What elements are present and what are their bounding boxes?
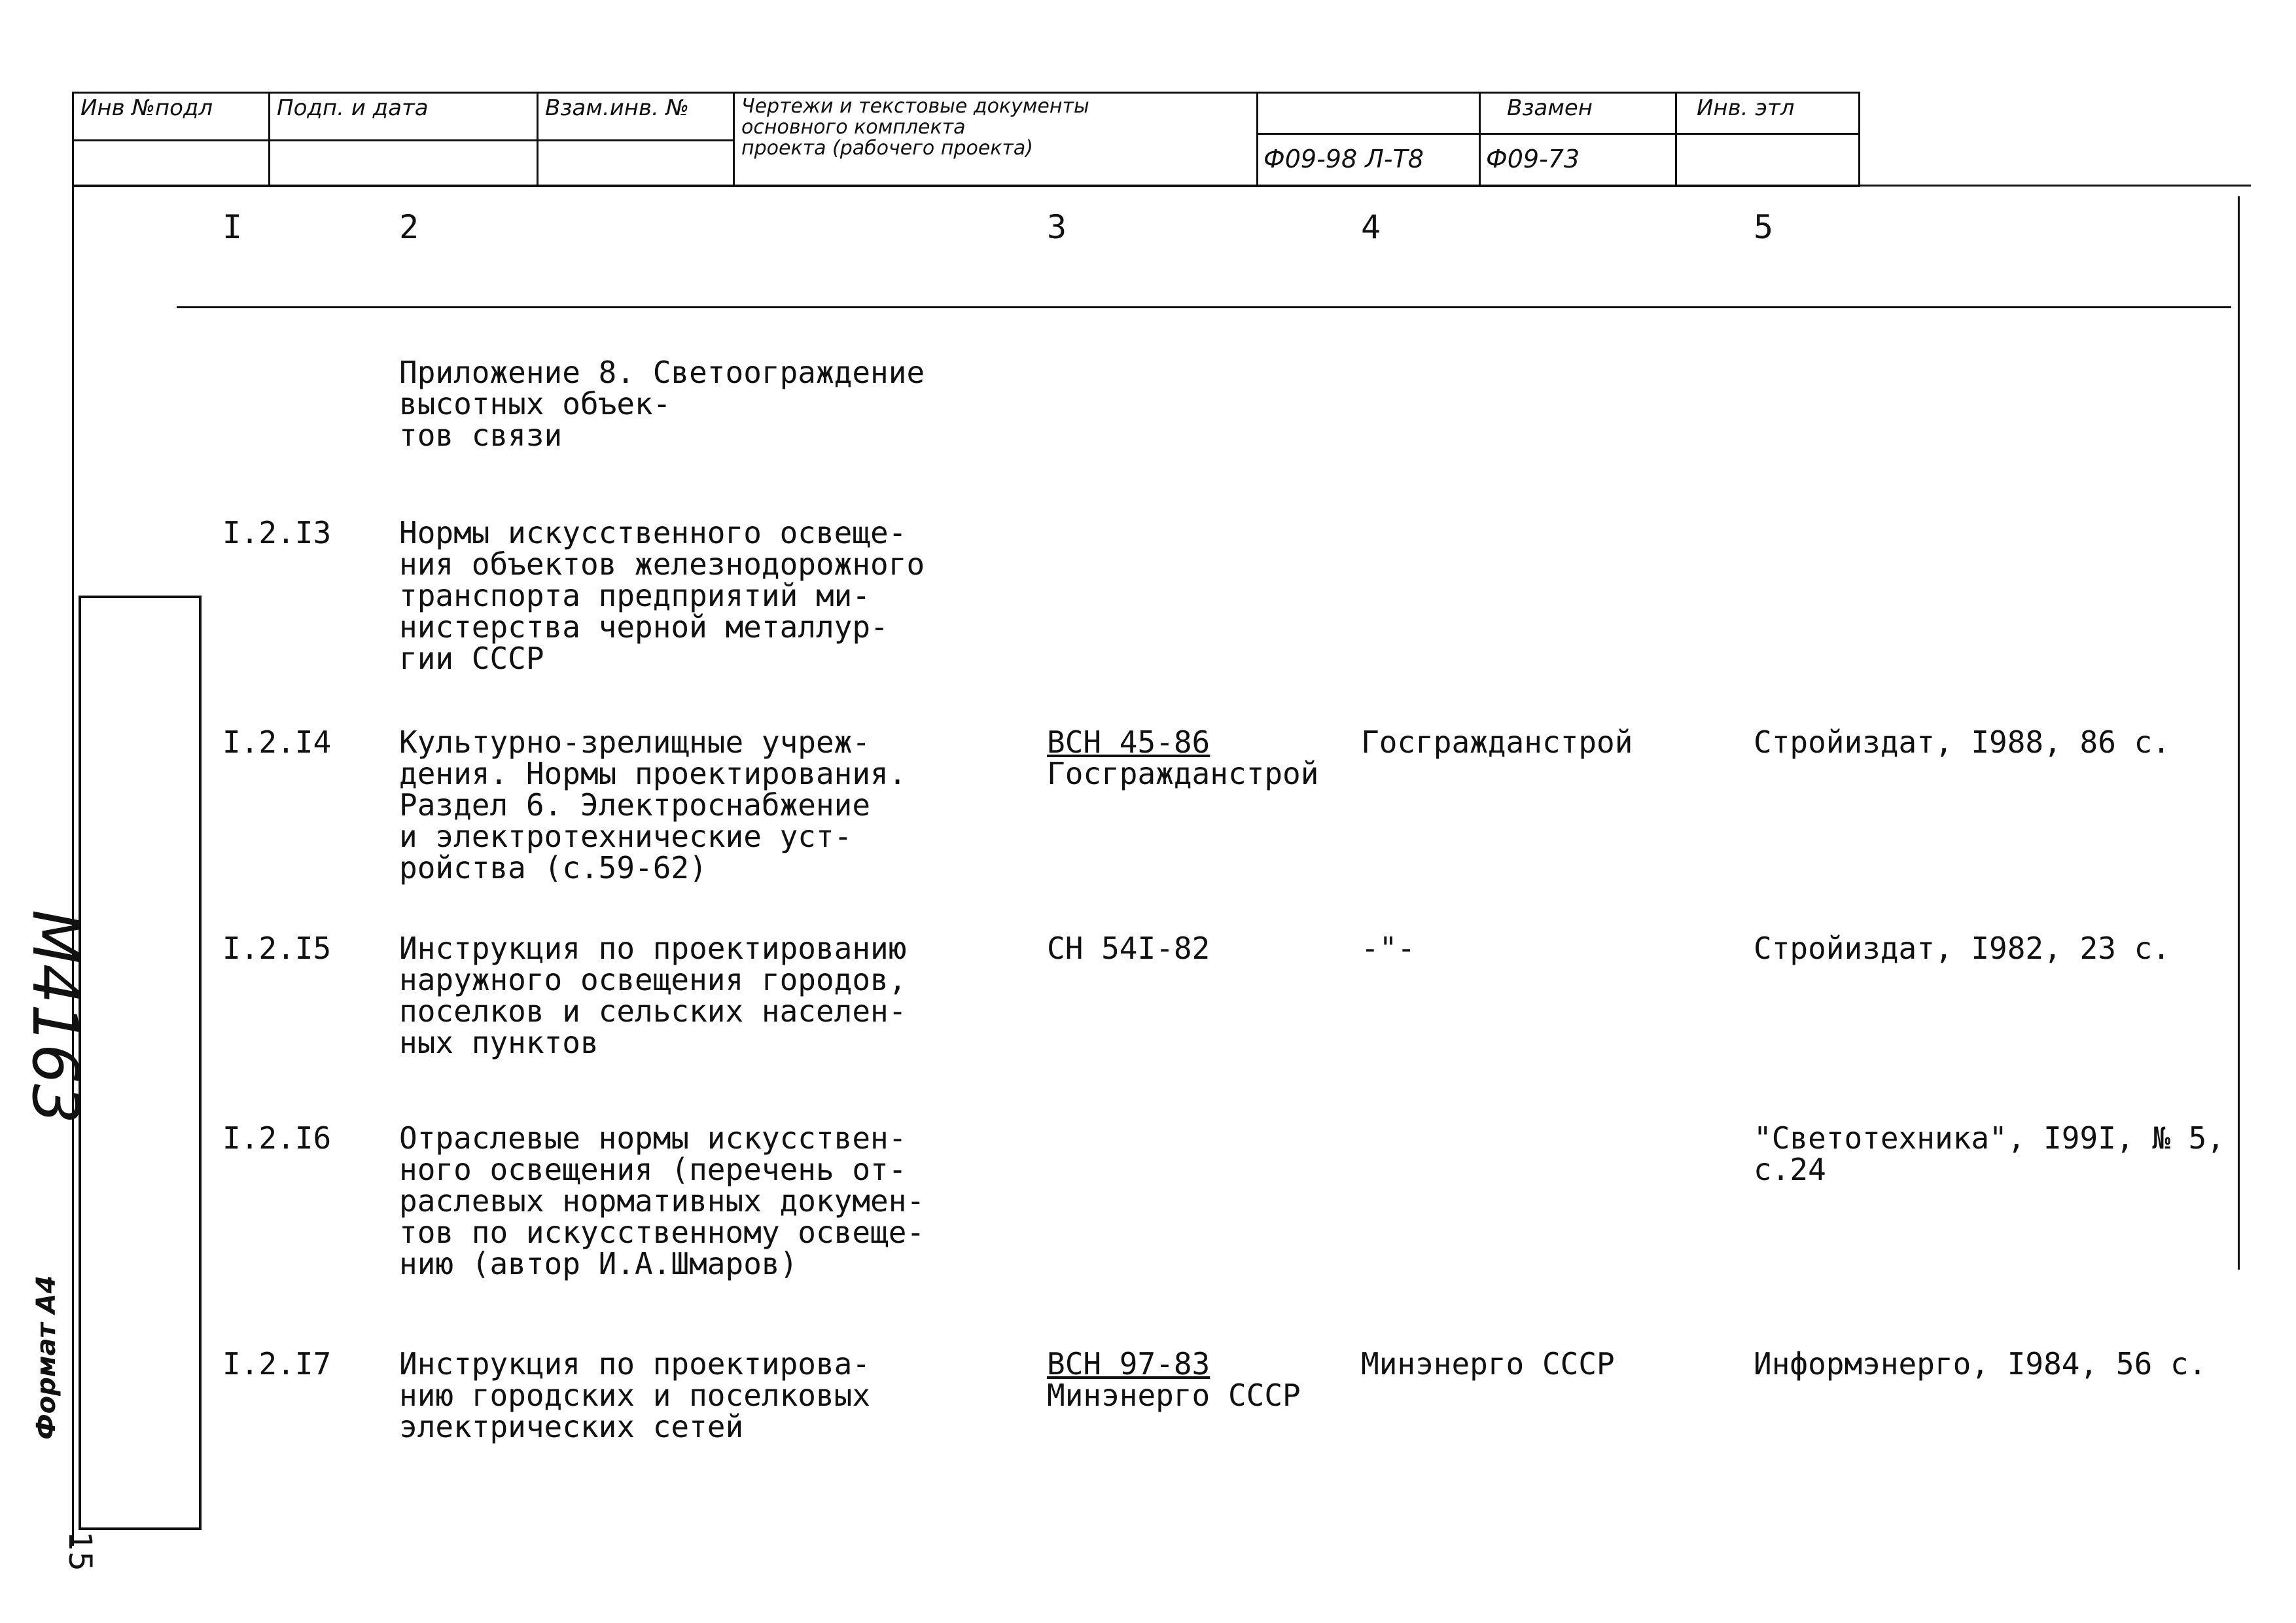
- format-label: Формат А4: [31, 1275, 62, 1440]
- stamp-cell-inv: [74, 94, 270, 185]
- document-code: ВСН 45-86: [1047, 724, 1210, 760]
- stamp-value: Ф09-73: [1486, 145, 1580, 173]
- row-title: Культурно-зрелищные учреж- дения. Нормы проектирования. Раздел 6. Электроснабжение и электротехнические уст- ройства (с.59-62): [399, 724, 907, 885]
- row-number: I.2.I7: [222, 1346, 332, 1382]
- row-title: Отраслевые нормы искусствен- ного освещения (перечень от- раслевых нормативных докумен- тов по искусственному освеще- нию (автор И.А.Шмаров): [399, 1120, 925, 1281]
- column-number-2: 2: [399, 208, 419, 246]
- row-document: [1047, 933, 1322, 964]
- row-title: Инструкция по проектированию наружного освещения городов, поселков и сельских населен- ных пунктов: [399, 931, 907, 1060]
- row-source: "Светотехника", I99I, № 5, с.24: [1754, 1120, 2225, 1187]
- document-code: ВСН 97-83: [1047, 1346, 1210, 1382]
- stamp-cell-docs: [735, 94, 1258, 185]
- row-organization: -"-: [1361, 931, 1416, 966]
- stamp-cell-replace-inv: [539, 94, 735, 185]
- row-document: [1047, 726, 1322, 789]
- column-number-4: 4: [1361, 208, 1381, 246]
- row-organization: Госгражданстрой: [1361, 724, 1633, 760]
- row-source: Стройиздат, I988, 86 с.: [1754, 724, 2170, 760]
- stamp-label: Взамен: [1507, 95, 1593, 121]
- stamp-label: Подп. и дата: [277, 95, 429, 121]
- frame-left-line: [72, 185, 74, 1546]
- stamp-cell-sign: [270, 94, 539, 185]
- document-issuer: Госгражданстрой: [1047, 756, 1319, 791]
- stamp-cell-code: [1258, 94, 1481, 185]
- stamp-value: Ф09-98 Л-Т8: [1263, 145, 1424, 173]
- row-title: Приложение 8. Светоограждение высотных объек- тов связи: [399, 355, 925, 453]
- row-document: [1047, 1348, 1322, 1411]
- stamp-label: основного комплекта: [741, 116, 966, 139]
- stamp-cell-instead: [1481, 94, 1677, 185]
- row-number: I.2.I6: [222, 1120, 332, 1156]
- stamp-header: [72, 92, 1860, 187]
- inventory-number: М4163: [18, 910, 92, 1124]
- document-issuer: Минэнерго СССР: [1047, 1378, 1301, 1413]
- row-source: Стройиздат, I982, 23 с.: [1754, 931, 2170, 966]
- column-number-1: I: [222, 208, 243, 246]
- stamp-label: проекта (рабочего проекта): [741, 137, 1033, 160]
- stamp-label: Взам.инв. №: [545, 95, 690, 121]
- margin-box: [79, 596, 202, 1530]
- page-number: 15: [62, 1531, 98, 1572]
- column-header-rule: [177, 306, 2231, 308]
- row-number: I.2.I5: [222, 931, 332, 966]
- column-number-3: 3: [1047, 208, 1067, 246]
- frame-top-line: [72, 185, 2251, 187]
- stamp-label: Инв №подл: [80, 95, 213, 121]
- row-source: Информэнерго, I984, 56 с.: [1754, 1346, 2207, 1382]
- row-number: I.2.I4: [222, 724, 332, 760]
- stamp-label: Чертежи и текстовые документы: [741, 95, 1089, 118]
- row-number: I.2.I3: [222, 515, 332, 550]
- document-code: СН 54I-82: [1047, 931, 1210, 966]
- stamp-cell-inv-etl: [1677, 94, 1860, 185]
- column-number-5: 5: [1754, 208, 1774, 246]
- row-title: Инструкция по проектирова- нию городских и поселковых электрических сетей: [399, 1346, 871, 1444]
- row-organization: Минэнерго СССР: [1361, 1346, 1615, 1382]
- stamp-label: Инв. этл: [1697, 95, 1795, 121]
- row-title: Нормы искусственного освеще- ния объектов железнодорожного транспорта предприятий ми- нистерства черной металлур- гии СССР: [399, 515, 925, 676]
- frame-right-line: [2238, 196, 2240, 1270]
